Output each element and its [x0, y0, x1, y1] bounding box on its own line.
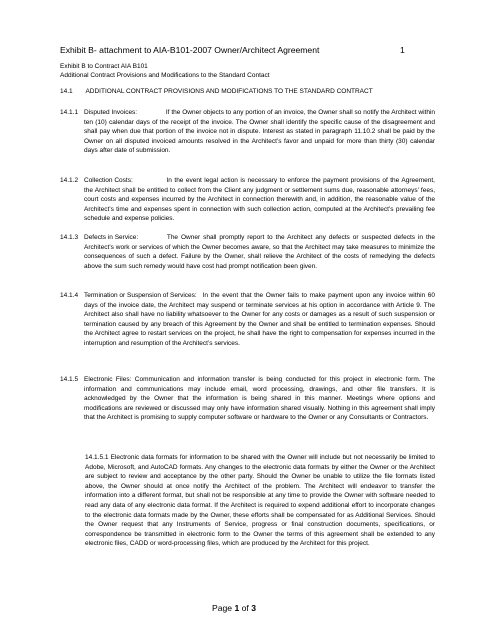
subtitle-line-2: Additional Contract Provisions and Modifications to the Standard Contact: [60, 72, 270, 79]
section-heading: [60, 88, 373, 95]
clause-text: The Owner shall promptly report to the Architect any defects or suspected defects in the Architect’s work or services of which the Owner becomes aware, so that the Architect may take measures to minimize the consequences of such a defect. Failure by the Owner, shall relieve the Architect of the costs of remedying the defects above the sum such remedy would have cost had prompt notification been given.: [84, 234, 435, 270]
clause-text: Communication and information transfer is being conducted for this project in electronic form. The information and communications may include email, word processing, drawings, and other file transfers. It is acknowledged by the Owner that the information is being shared in this manner. Meetings where options and modifications are reviewed or discussed may only have information shared visually. Nothing in this agreement shall imply that the Architect is promising to supply computer software or hardware to the Owner or any Consultants or Contractors.: [84, 376, 435, 422]
clause-number: 14.1.5: [60, 376, 79, 383]
clause-text: In the event legal action is necessary to enforce the payment provisions of the Agreement, the Architect shall be entitled to collect from the Client any judgment or settlement sums due, reasonable attorneys’ fees, court costs and expenses incurred by the Architect in connection therewith and, in addition, the reasonable value of the Architect’s time and expenses spent in connection with such collection action, computed at the Architect’s prevailing fee schedule and expense policies.: [84, 177, 435, 223]
footer-prefix: Page: [212, 603, 235, 613]
subclause-14-1-5-1: 14.1.5.1 Electronic data formats for information to be shared with the Owner will include but not necessarily be limited to Adobe, Microsoft, and AutoCAD formats. Any changes to the electronic data formats by either the Owner or the Architect are subject to review and acceptance by the other party. Should the Owner be unable to utilize the file formats listed above, the Owner should at once notify the Architect of the problem. The Architect will endeavor to transfer the information into a different format, but shall not be responsible at any time to provide the Owner with software needed to read any data of any electronic data format. If the Architect is required to expend additional effort to incorporate changes to the electronic data formats made by the Owner, these efforts shall be compensated for as Additional Services. Should the Owner request that any Instruments of Service, progress or final construction documents, specifications, or correspondence be transmitted in electronic form to the Owner the terms of this agreement shall be extended to any electronic files, CADD or word-processing files, which are produced by the Architect for this project.: [85, 454, 435, 548]
section-number: 14.1: [60, 88, 73, 95]
clause-14-1-3: [60, 233, 435, 271]
document-header-title: Exhibit B- attachment to AIA-B101-2007 Owner/Architect Agreement: [60, 45, 320, 55]
clause-14-1-4: [60, 291, 435, 349]
clause-text: In the event that the Owner fails to make payment upon any invoice within 60 days of the invoice date, the Architect may suspend or terminate services at his option in accordance with Article 9. The Architect also shall have no liability whatsoever to the Owner for any costs or damages as a result of such suspension or termination caused by any breach of this Agreement by the Owner and shall be entitled to termination expenses. Should the Architect agree to restart services on the project, he shall have the right to compensation for expenses incurred in the interruption and resumption of the Architect’s services.: [84, 292, 435, 347]
section-title: ADDITIONAL CONTRACT PROVISIONS AND MODIFICATIONS TO THE STANDARD CONTRACT: [85, 88, 373, 95]
clause-14-1-5: [60, 375, 435, 423]
header-page-number: 1: [400, 45, 405, 55]
clause-label: Termination or Suspension of Services:: [84, 292, 197, 299]
clause-number: 14.1.3: [60, 234, 79, 241]
clause-text: If the Owner objects to any portion of an invoice, the Owner shall so notify the Architect within ten (10) calendar days of the receipt of the invoice. The Owner shall identify the specific cause of the disagreement and shall pay when due that portion of the invoice not in dispute. Interest as stated in paragraph 11.10.2 shall be paid by the Owner on all disputed invoiced amounts resolved in the Architect’s favor and unpaid for more than thirty (30) calendar days after date of submission.: [84, 109, 435, 155]
clause-number: 14.1.2: [60, 177, 79, 184]
footer-current-page: 1: [234, 603, 240, 613]
clause-label: Defects in Service:: [84, 234, 139, 241]
footer-total-pages: 3: [251, 603, 256, 613]
clause-label: Collection Costs:: [84, 177, 133, 184]
clause-label: Disputed Invoices:: [84, 109, 138, 116]
clause-number: 14.1.4: [60, 292, 79, 299]
clause-number: 14.1.1: [60, 109, 79, 116]
page-footer: [212, 603, 256, 613]
clause-14-1-1: [60, 108, 435, 156]
footer-sep: of: [239, 603, 252, 613]
clause-label: Electronic Files:: [84, 376, 132, 383]
clause-14-1-2: [60, 176, 435, 224]
subtitle-line-1: Exhibit B to Contract AIA B101: [60, 63, 148, 70]
